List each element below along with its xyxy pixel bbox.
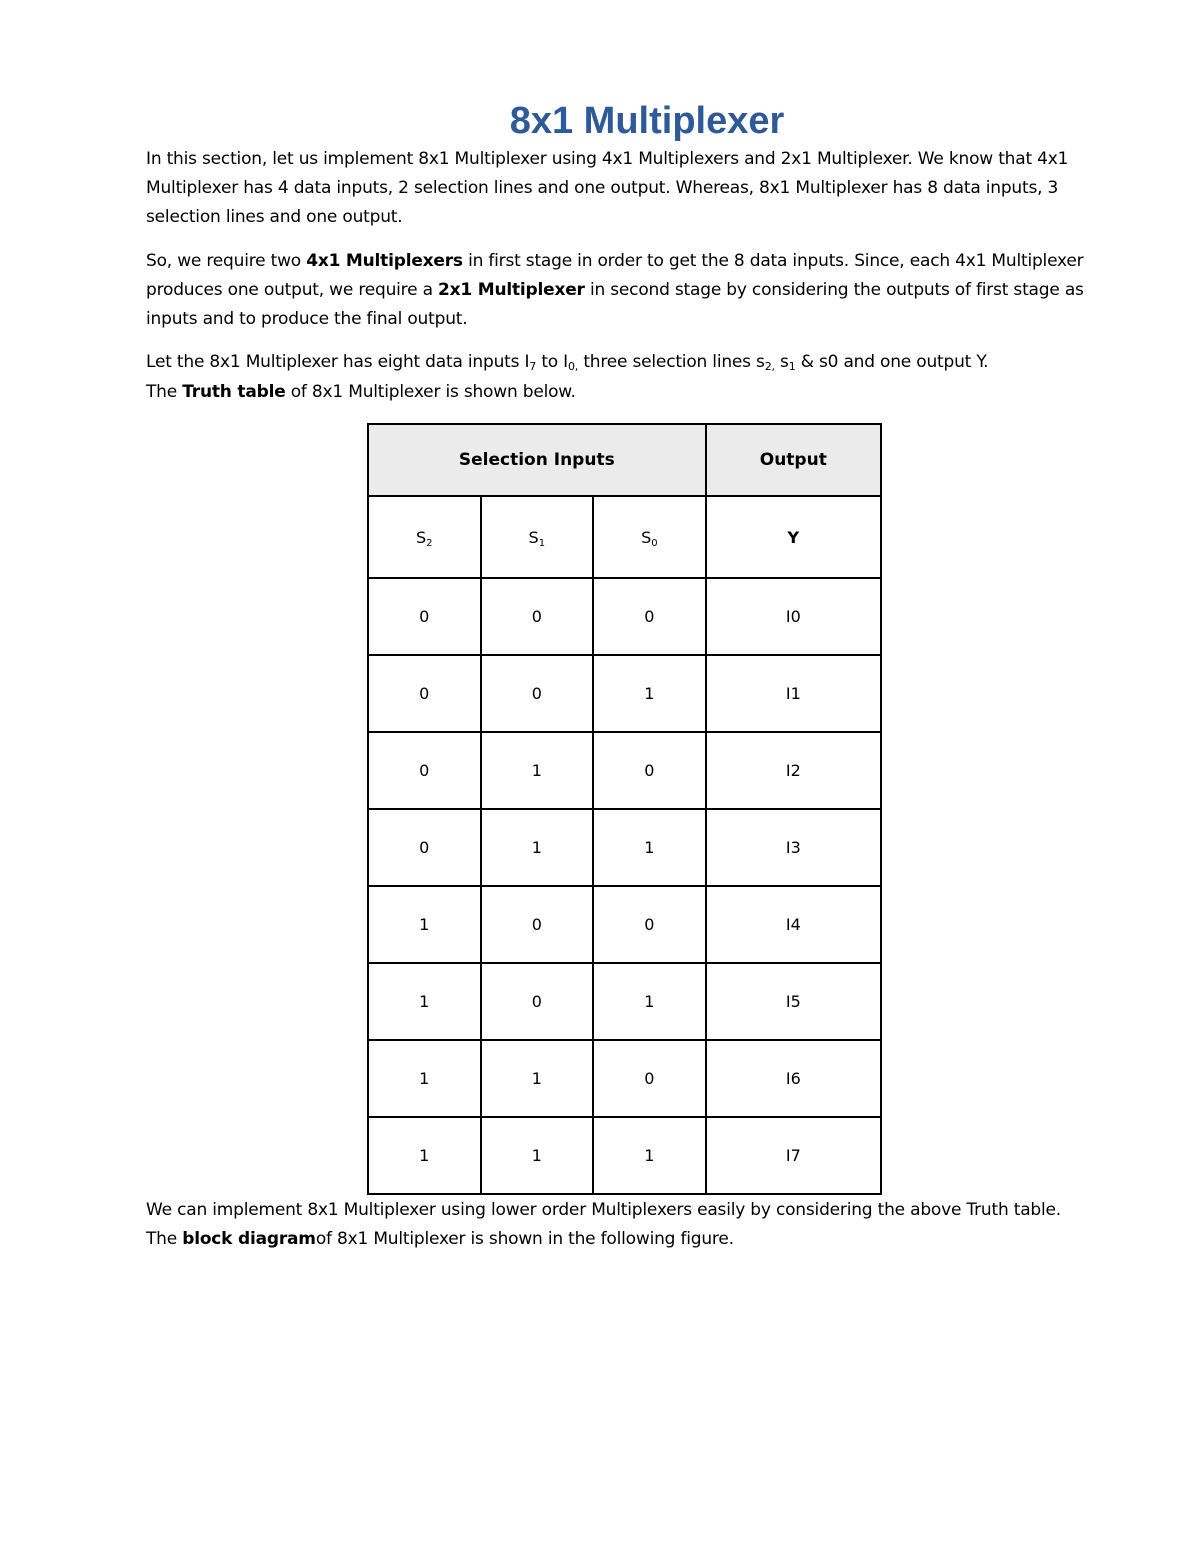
table-header-row [368, 424, 881, 496]
cell-s0: 0 [593, 732, 706, 809]
cell-s0: 0 [593, 578, 706, 655]
subheader-s0: $S_0$ [593, 496, 706, 578]
cell-s2: 1 [368, 963, 481, 1040]
subheader-s1: $S_1$ [481, 496, 594, 578]
bold-truth-table: Truth table [182, 382, 286, 402]
cell-y: I7 [706, 1117, 881, 1194]
cell-s2: 0 [368, 655, 481, 732]
header-selection-inputs: Selection Inputs [368, 424, 706, 496]
table-row [368, 1117, 881, 1194]
cell-s2: 0 [368, 732, 481, 809]
subheader-y: Y [706, 496, 881, 578]
bold-2x1-multiplexer: 2x1 Multiplexer [438, 280, 585, 300]
cell-s1: 0 [481, 963, 594, 1040]
bold-4x1-multiplexers: 4x1 Multiplexers [306, 251, 463, 271]
table-row [368, 963, 881, 1040]
cell-s2: 1 [368, 1117, 481, 1194]
cell-y: I1 [706, 655, 881, 732]
cell-s1: 1 [481, 1040, 594, 1117]
cell-y: I0 [706, 578, 881, 655]
cell-y: I6 [706, 1040, 881, 1117]
stage-paragraph: So, we require two 4x1 Multiplexers in first stage in order to get the 8 data inputs. Since, each 4x1 Multiplexer produces one output, we require a 2x1 Multiplexer in second stage by considering the outputs of first stage as inputs and to produce the final output. [146, 251, 1084, 329]
cell-s0: 0 [593, 1040, 706, 1117]
cell-s0: 0 [593, 886, 706, 963]
inputs-paragraph: Let the 8x1 Multiplexer has eight data inputs $I_7$ to $I_{0,}$ three selection lines $s_{2,}$ $s_1$ & s0 and one output Y. [146, 352, 989, 373]
subheader-s2: $S_2$ [368, 496, 481, 578]
cell-s0: 1 [593, 655, 706, 732]
cell-y: I2 [706, 732, 881, 809]
cell-s2: 1 [368, 886, 481, 963]
table-row [368, 732, 881, 809]
cell-s1: 0 [481, 886, 594, 963]
cell-s2: 1 [368, 1040, 481, 1117]
table-row [368, 655, 881, 732]
cell-s0: 1 [593, 809, 706, 886]
block-diagram-paragraph: The block diagramof 8x1 Multiplexer is shown in the following figure. [146, 1229, 734, 1249]
implementation-paragraph: We can implement 8x1 Multiplexer using lower order Multiplexers easily by considering the above Truth table. [146, 1200, 1061, 1220]
truth-table-intro: The Truth table of 8x1 Multiplexer is shown below. [146, 382, 576, 402]
cell-s1: 1 [481, 1117, 594, 1194]
page-title: 8x1 Multiplexer [509, 100, 785, 142]
intro-paragraph: In this section, let us implement 8x1 Multiplexer using 4x1 Multiplexers and 2x1 Multiplexer. We know that 4x1 Multiplexer has 4 data inputs, 2 selection lines and one output. Whereas, 8x1 Multiplexer has 8 data inputs, 3 selection lines and one output. [146, 149, 1069, 227]
cell-y: I4 [706, 886, 881, 963]
table-row [368, 578, 881, 655]
header-output: Output [706, 424, 881, 496]
cell-s2: 0 [368, 578, 481, 655]
cell-s0: 1 [593, 963, 706, 1040]
table-subheader-row [368, 496, 881, 578]
cell-s0: 1 [593, 1117, 706, 1194]
table-row [368, 809, 881, 886]
cell-s1: 1 [481, 809, 594, 886]
truth-table [367, 423, 882, 1195]
cell-y: I3 [706, 809, 881, 886]
cell-s2: 0 [368, 809, 481, 886]
table-row [368, 1040, 881, 1117]
cell-s1: 0 [481, 578, 594, 655]
cell-s1: 1 [481, 732, 594, 809]
bold-block-diagram: block diagram [182, 1229, 316, 1249]
cell-y: I5 [706, 963, 881, 1040]
cell-s1: 0 [481, 655, 594, 732]
table-row [368, 886, 881, 963]
